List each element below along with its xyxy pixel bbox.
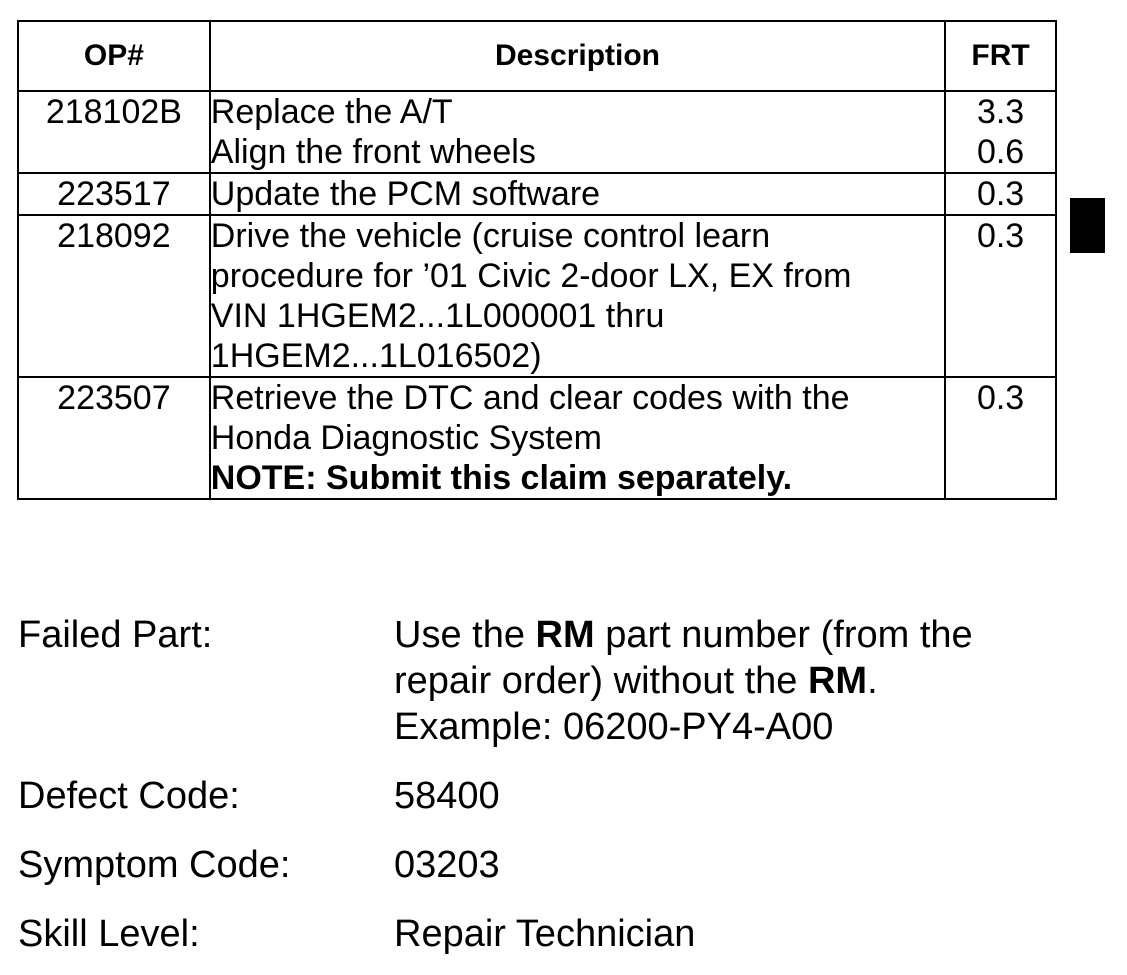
table-header-row (18, 21, 1056, 91)
failed-part-example: Example: 06200-PY4-A00 (394, 706, 834, 748)
description-header: Description (210, 21, 945, 91)
frt-cell (945, 173, 1056, 215)
operations-table (17, 20, 1057, 500)
description-line: Align the front wheels (210, 133, 536, 171)
table-row (18, 377, 1056, 499)
description-cell (210, 377, 945, 499)
description-line: 1HGEM2...1L016502) (210, 337, 542, 375)
rm-bold-text: RM (535, 614, 595, 656)
op-number: 223507 (18, 377, 210, 499)
defect-code-row (18, 773, 1108, 819)
description-cell (210, 173, 945, 215)
frt-value: 0.3 (976, 379, 1025, 417)
op-number-header: OP# (18, 21, 210, 91)
description-line: Honda Diagnostic System (210, 419, 602, 457)
frt-cell (945, 377, 1056, 499)
op-number: 223517 (18, 173, 210, 215)
frt-header: FRT (945, 21, 1056, 91)
frt-value: 0.3 (976, 175, 1025, 213)
section-marker-tab (1070, 198, 1105, 253)
description-cell (210, 91, 945, 173)
failed-part-line (394, 658, 1108, 704)
failed-part-label: Failed Part: (18, 614, 213, 656)
failed-part-line (394, 612, 1108, 658)
text-segment: repair order) without the (394, 660, 808, 702)
description-line: Replace the A/T (210, 93, 453, 131)
text-segment: . (867, 660, 878, 702)
rm-bold-text: RM (807, 660, 868, 702)
note-text: NOTE: Submit this claim separately. (210, 459, 793, 497)
symptom-code-row (18, 842, 1108, 888)
defect-code-label: Defect Code: (18, 775, 240, 817)
skill-level-value: Repair Technician (394, 913, 696, 955)
description-line: VIN 1HGEM2...1L000001 thru (210, 297, 665, 335)
description-line: procedure for ’01 Civic 2-door LX, EX from (210, 257, 852, 295)
defect-code-value: 58400 (394, 775, 500, 817)
table-row (18, 91, 1056, 173)
skill-level-label: Skill Level: (18, 913, 200, 955)
frt-cell (945, 91, 1056, 173)
symptom-code-value: 03203 (394, 844, 500, 886)
text-segment: Use the (394, 614, 536, 656)
op-number: 218092 (18, 215, 210, 377)
symptom-code-label: Symptom Code: (18, 844, 291, 886)
description-line: Retrieve the DTC and clear codes with the (210, 379, 850, 417)
failed-part-value (394, 612, 1108, 750)
frt-value: 0.3 (976, 217, 1025, 255)
description-line: Drive the vehicle (cruise control learn (210, 217, 771, 255)
failed-part-row (18, 612, 1108, 750)
claim-info (18, 612, 1108, 975)
table-row (18, 215, 1056, 377)
table-row (18, 173, 1056, 215)
frt-value: 3.3 (976, 93, 1025, 131)
frt-cell (945, 215, 1056, 377)
skill-level-row (18, 911, 1108, 957)
op-number: 218102B (18, 91, 210, 173)
description-cell (210, 215, 945, 377)
text-segment: part number (from the (594, 614, 973, 656)
frt-value: 0.6 (976, 133, 1025, 171)
description-line: Update the PCM software (210, 175, 601, 213)
